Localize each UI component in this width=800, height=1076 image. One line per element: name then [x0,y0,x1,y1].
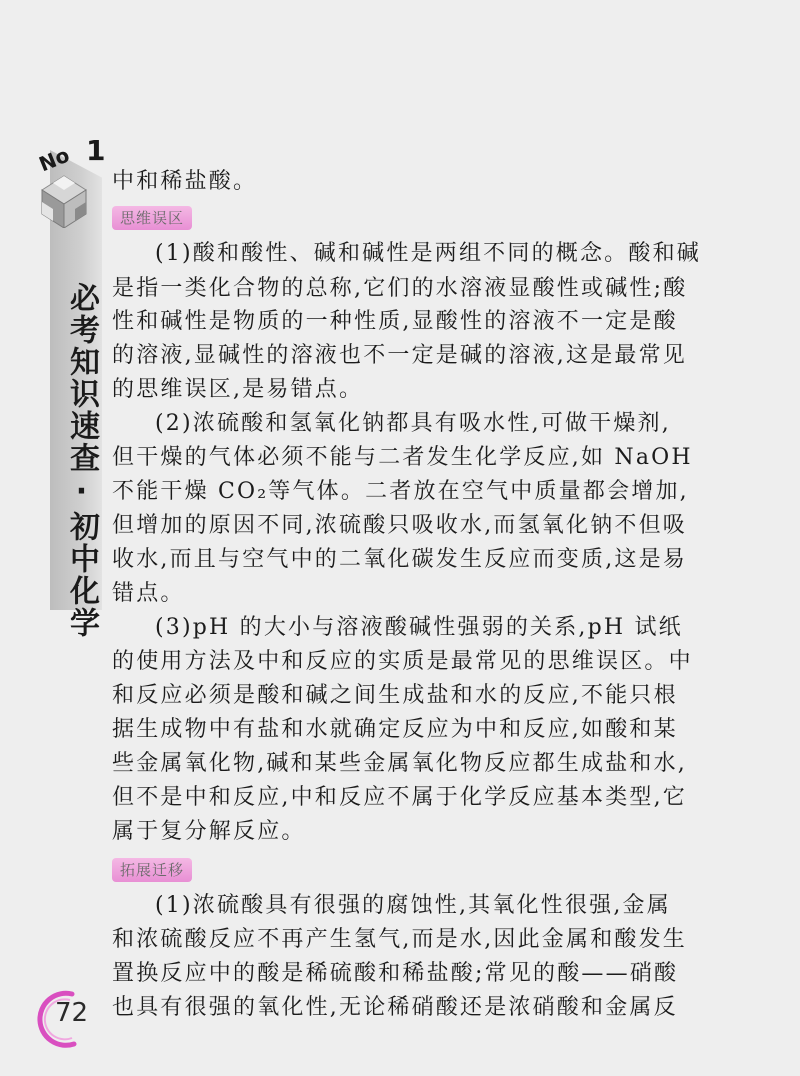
text-line: 的溶液,显碱性的溶液也不一定是碱的溶液,这是最常见 [112,343,687,368]
text-line: 不能干燥 CO₂等气体。二者放在空气中质量都会增加, [112,479,689,504]
section-tag-extension: 拓展迁移 [112,858,192,882]
text-line: 的使用方法及中和反应的实质是最常见的思维误区。中 [112,649,693,674]
sidebar-title: 必考知识速查·初中化学 [64,282,99,639]
text-line: (1)浓硫酸具有很强的腐蚀性,其氧化性很强,金属 [155,893,671,918]
text-line: 收水,而且与空气中的二氧化碳发生反应而变质,这是易 [112,547,687,572]
text-line: 和浓硫酸反应不再产生氢气,而是水,因此金属和酸发生 [112,927,687,952]
section-tag-thinking-errors: 思维误区 [112,206,192,230]
text-line: (3)pH 的大小与溶液酸碱性强弱的关系,pH 试纸 [155,615,683,640]
text-line: (2)浓硫酸和氢氧化钠都具有吸水性,可做干燥剂, [155,411,671,436]
text-line: 中和稀盐酸。 [112,169,258,194]
text-line: 属于复分解反应。 [112,819,306,844]
text-line: 是指一类化合物的总称,它们的水溶液显酸性或碱性;酸 [112,276,688,301]
no1-badge-icon [36,138,116,228]
svg-text:No: No [36,142,73,177]
text-line: 和反应必须是酸和碱之间生成盐和水的反应,不能只根 [112,683,678,708]
text-line: 但增加的原因不同,浓硫酸只吸收水,而氢氧化钠不但吸 [112,513,687,538]
text-line: 错点。 [112,581,185,606]
text-line: 置换反应中的酸是稀硫酸和稀盐酸;常见的酸——硝酸 [112,961,679,986]
text-line: (1)酸和酸性、碱和碱性是两组不同的概念。酸和碱 [155,241,701,266]
svg-text:1: 1 [86,138,106,167]
text-line: 但不是中和反应,中和反应不属于化学反应基本类型,它 [112,785,687,810]
text-line: 也具有很强的氧化性,无论稀硝酸还是浓硝酸和金属反 [112,995,678,1020]
text-line: 性和碱性是物质的一种性质,显酸性的溶液不一定是酸 [112,309,678,334]
text-line: 但干燥的气体必须不能与二者发生化学反应,如 NaOH [112,445,693,470]
text-line: 据生成物中有盐和水就确定反应为中和反应,如酸和某 [112,717,678,742]
text-line: 的思维误区,是易错点。 [112,377,364,402]
page-number: 72 [55,998,89,1028]
text-line: 些金属氧化物,碱和某些金属氧化物反应都生成盐和水, [112,751,687,776]
